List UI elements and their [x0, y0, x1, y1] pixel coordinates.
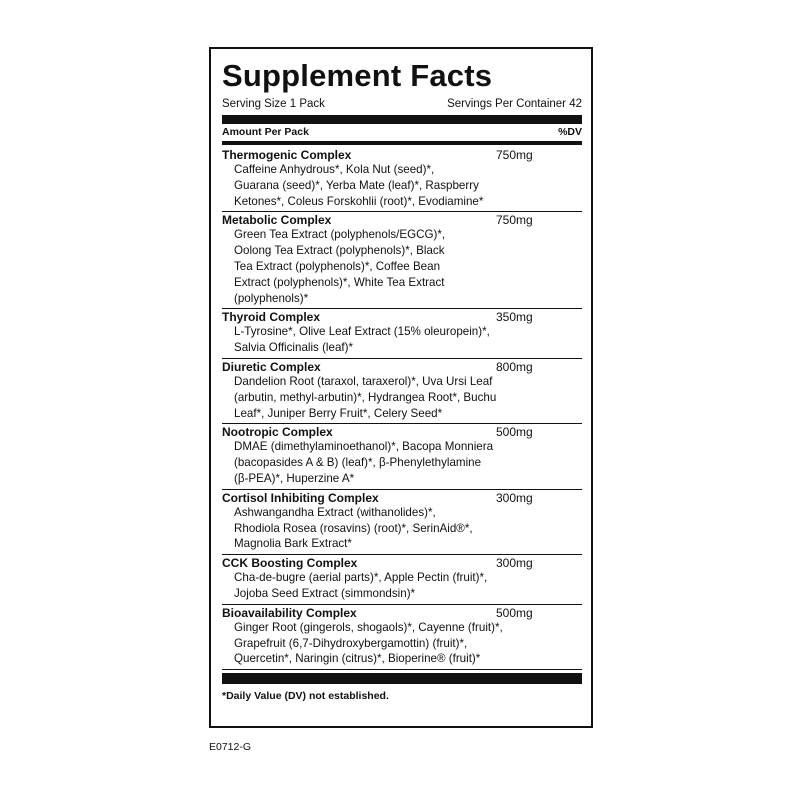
section-ingredients: DMAE (dimethylaminoethanol)*, Bacopa Monniera (bacopasides A & B) (leaf)*, β-Phenylethylamine (β-PEA)*, Huperzine A* [234, 440, 494, 485]
divider-thick [222, 115, 582, 124]
section-metabolic [222, 212, 582, 309]
section-amount: 500mg [496, 605, 533, 620]
panel-title: Supplement Facts [222, 58, 493, 93]
section-name: Nootropic Complex [222, 425, 333, 440]
section-amount: 500mg [496, 425, 533, 440]
section-amount: 300mg [496, 556, 533, 571]
section-amount: 300mg [496, 490, 533, 505]
serving-size: Serving Size 1 Pack [222, 98, 325, 110]
section-name: Diuretic Complex [222, 359, 321, 374]
section-ingredients: Ashwangandha Extract (withanolides)*, Rhodiola Rosea (rosavins) (root)*, SerinAid®*, Magnolia Bark Extract* [234, 505, 473, 551]
section-name: Thyroid Complex [222, 310, 321, 325]
section-cck [222, 555, 582, 605]
section-ingredients: Green Tea Extract (polyphenols/EGCG)*, Oolong Tea Extract (polyphenols)*, Black Tea Extract (polyphenols)*, Coffee Bean Extract (polyphenols)*, White Tea Extract (polyphenols)* [234, 228, 446, 305]
serving-info [222, 97, 582, 111]
section-name: Cortisol Inhibiting Complex [222, 490, 379, 505]
section-name: Thermogenic Complex [222, 148, 352, 162]
section-amount: 750mg [496, 213, 533, 228]
section-ingredients: Cha-de-bugre (aerial parts)*, Apple Pectin (fruit)*, Jojoba Seed Extract (simmondsin)* [234, 571, 488, 600]
section-ingredients: Caffeine Anhydrous*, Kola Nut (seed)*, Guarana (seed)*, Yerba Mate (leaf)*, Raspberry Ketones*, Coleus Forskohlii (root)*, Evodiamine* [234, 163, 484, 208]
dv-footnote: *Daily Value (DV) not established. [222, 690, 389, 703]
section-amount: 800mg [496, 359, 533, 374]
section-name: Bioavailability Complex [222, 605, 357, 620]
servings-per-container: Servings Per Container 42 [447, 98, 582, 110]
section-name: Metabolic Complex [222, 213, 332, 228]
amount-header: Amount Per Pack [222, 126, 309, 138]
section-thyroid [222, 309, 582, 359]
section-bioavailability [222, 605, 582, 670]
section-diuretic [222, 359, 582, 424]
section-amount: 350mg [496, 310, 533, 325]
supplement-facts-panel [209, 47, 593, 728]
product-code: E0712-G [209, 741, 252, 753]
divider-bottom [222, 673, 582, 684]
section-thermogenic [222, 147, 582, 212]
section-ingredients: Dandelion Root (taraxol, taraxerol)*, Uva Ursi Leaf (arbutin, methyl-arbutin)*, Hydrangea Root*, Buchu Leaf*, Juniper Berry Fruit*, Celery Seed* [234, 374, 497, 420]
section-ingredients: L-Tyrosine*, Olive Leaf Extract (15% oleuropein)*, Salvia Officinalis (leaf)* [234, 325, 490, 355]
section-name: CCK Boosting Complex [222, 556, 358, 571]
section-ingredients: Ginger Root (gingerols, shogaols)*, Cayenne (fruit)*, Grapefruit (6,7-Dihydroxybergamottin) (fruit)*, Quercetin*, Naringin (citrus)*, Bioperine® (fruit)* [234, 620, 503, 666]
dv-header: %DV [558, 126, 582, 138]
section-amount: 750mg [496, 148, 533, 162]
divider-medium [222, 141, 582, 145]
section-nootropic [222, 424, 582, 489]
section-cortisol [222, 490, 582, 555]
column-header [222, 126, 582, 141]
